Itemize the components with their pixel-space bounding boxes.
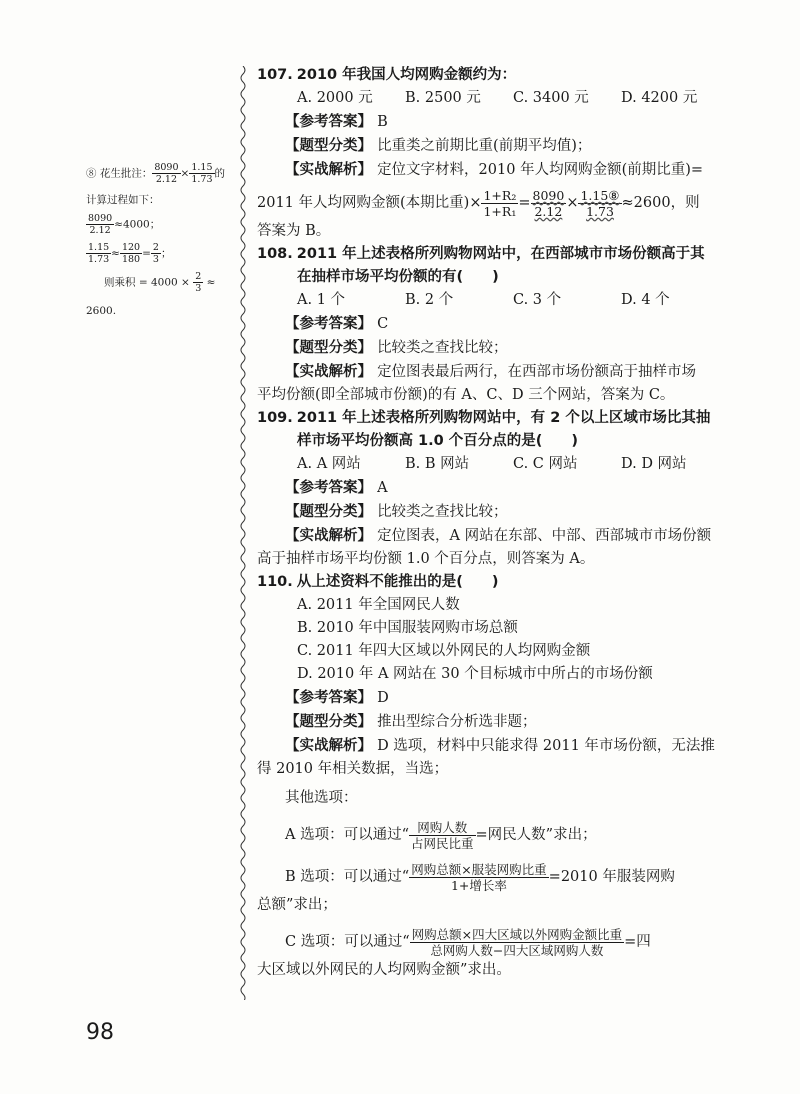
- analysis-row: [257, 524, 732, 548]
- question-number: 108.: [257, 246, 293, 262]
- explain-pre: A 选项：可以通过“: [285, 827, 409, 843]
- analysis-text: 定位图表，A 网站在东部、中部、西部城市市场份额: [377, 528, 712, 544]
- type-row: [257, 710, 732, 734]
- value-fraction: [531, 188, 567, 219]
- side-fraction: [86, 242, 111, 265]
- side-frac-num: 1.15: [191, 162, 213, 173]
- option-d: D. 2010 年 A 网站在 30 个目标城市中所占的市场份额: [297, 666, 653, 682]
- question-number: 107.: [257, 67, 293, 83]
- formula-post: ≈2600，则: [621, 195, 700, 211]
- analysis-text: D 选项，材料中只能求得 2011 年市场份额，无法推: [377, 738, 715, 754]
- question-text: 2010 年我国人均网购金额约为：: [296, 67, 517, 83]
- side-note-label: ⑧ 花生批注：: [86, 167, 153, 180]
- side-note-line2: 计算过程如下：: [86, 194, 160, 206]
- side-frac-den: 1.73: [88, 254, 110, 266]
- type-value: 比较类之查找比较；: [377, 504, 508, 520]
- side-times: ×: [180, 167, 190, 180]
- option-b: B. B 网站: [405, 456, 470, 472]
- main-content: [257, 64, 732, 982]
- ratio-fraction: [481, 188, 518, 219]
- option-b: B. 2 个: [405, 292, 454, 308]
- question-110-stem: [257, 571, 732, 594]
- option-a: A. 2011 年全国网民人数: [297, 597, 460, 613]
- option-c: C. 3 个: [513, 292, 562, 308]
- explain-cont: 总额”求出；: [257, 897, 337, 913]
- question-107-stem: [257, 64, 732, 87]
- side-frac-num: 120: [121, 242, 141, 254]
- explain-cont: 大区域以外网民的人均网购金额”求出。: [257, 962, 511, 978]
- option-d: D. D 网站: [621, 456, 687, 472]
- explain-num: 网购总额×四大区域以外网购金额比重: [411, 926, 623, 942]
- side-frac-num: 2: [195, 271, 202, 283]
- side-note: [86, 162, 236, 318]
- option-a: A. A 网站: [297, 456, 361, 472]
- question-text-cont: 样市场平均份额高 1.0 个百分点的是( ): [297, 433, 579, 449]
- side-frac-num: 8090: [154, 162, 179, 173]
- option-a-explain: [257, 818, 732, 852]
- side-note-line4: [86, 242, 236, 265]
- side-frac-den: 180: [121, 254, 141, 266]
- question-number: 109.: [257, 410, 293, 426]
- analysis-row: [257, 734, 732, 758]
- explain-den: 1+增长率: [450, 877, 507, 893]
- question-text-cont: 在抽样市场平均份额的有( ): [297, 269, 499, 285]
- analysis-text: 定位图表最后两行，在西部市场份额高于抽样市场: [377, 364, 697, 380]
- other-options-heading: 其他选项：: [285, 790, 358, 806]
- side-note-line3: [86, 213, 236, 236]
- explain-den: 占网民比重: [411, 835, 474, 851]
- type-tag: 【题型分类】: [285, 504, 372, 520]
- explain-den: 总网购人数−四大区域网购人数: [430, 942, 604, 958]
- side-frac-den: 2.12: [89, 225, 111, 237]
- answer-row: [257, 312, 732, 336]
- answer-tag: 【参考答案】: [285, 316, 372, 332]
- times-sign: ×: [566, 195, 579, 211]
- explain-fraction: [409, 862, 548, 893]
- side-note-line1: [86, 162, 236, 185]
- ratio-num: 1+R₂: [483, 187, 517, 203]
- explain-num: 网购人数: [409, 820, 476, 836]
- option-c: C. 3400 元: [513, 90, 589, 106]
- answer-tag: 【参考答案】: [285, 690, 372, 706]
- option-d: D. 4200 元: [621, 90, 698, 106]
- formula-pre: 2011 年人均网购金额(本期比重)×: [257, 195, 482, 211]
- option-c-explain: [257, 925, 732, 959]
- side-eq: =: [142, 247, 151, 260]
- answer-value: D: [377, 690, 389, 706]
- value-fraction: [578, 188, 621, 219]
- answer-tag: 【参考答案】: [285, 480, 372, 496]
- side-frac-den: 3: [152, 254, 159, 266]
- option-c: C. 2011 年四大区域以外网民的人均网购金额: [297, 643, 591, 659]
- side-line3-tail: ≈4000；: [114, 218, 161, 231]
- type-row: [257, 336, 732, 360]
- question-109-stem: [257, 407, 732, 430]
- analysis-text-cont: 平均份额(即全部城市份额)的有 A、C、D 三个网站，答案为 C。: [257, 387, 675, 403]
- side-frac-den: 2.12: [155, 174, 178, 185]
- option-c: C. C 网站: [513, 456, 578, 472]
- analysis-text-cont: 高于抽样市场平均份额 1.0 个百分点，则答案为 A。: [257, 551, 595, 567]
- type-value: 推出型综合分析选非题；: [377, 714, 537, 730]
- type-value: 比较类之查找比较；: [377, 340, 508, 356]
- side-frac-den: 1.73: [191, 174, 213, 185]
- explain-pre: C 选项：可以通过“: [285, 934, 410, 950]
- side-fraction: [189, 162, 214, 185]
- answer-row: [257, 476, 732, 500]
- answer-row: [257, 110, 732, 134]
- side-line5-tail: ≈: [206, 276, 216, 289]
- equals-sign: =: [518, 195, 531, 211]
- answer-value: C: [377, 316, 389, 332]
- option-d: D. 4 个: [621, 292, 670, 308]
- explain-num: 网购总额×服装网购比重: [411, 861, 547, 877]
- analysis-tag: 【实战解析】: [285, 364, 372, 380]
- wavy-divider: [236, 66, 250, 1000]
- explain-post: =四: [624, 934, 651, 950]
- page-number: 98: [86, 1020, 114, 1045]
- side-line4-tail: ；: [160, 247, 172, 260]
- question-109-options: [257, 453, 732, 476]
- analysis-tag: 【实战解析】: [285, 162, 372, 178]
- answer-value: A: [377, 480, 388, 496]
- explain-fraction: [409, 820, 476, 851]
- analysis-text-cont: 得 2010 年相关数据，当选；: [257, 761, 449, 777]
- side-frac-num: 8090: [88, 213, 113, 225]
- analysis-conclusion: 答案为 B。: [257, 223, 331, 239]
- type-tag: 【题型分类】: [285, 138, 372, 154]
- value-den: 2.12: [534, 203, 563, 219]
- side-fraction: [193, 271, 203, 294]
- question-108-stem: [257, 243, 732, 266]
- option-b-explain: [257, 860, 732, 894]
- question-text: 2011 年上述表格所列购物网站中，有 2 个以上区域市场比其抽: [296, 410, 711, 426]
- side-frac-num: 1.15: [88, 242, 110, 254]
- analysis-row: [257, 360, 732, 384]
- value-den: 1.73: [586, 203, 614, 219]
- type-tag: 【题型分类】: [285, 340, 372, 356]
- side-label-tail: 的: [214, 167, 225, 180]
- side-fraction: [152, 162, 180, 185]
- answer-row: [257, 686, 732, 710]
- side-note-line5: [86, 271, 236, 294]
- value-num: 8090: [532, 187, 565, 203]
- option-a: A. 1 个: [297, 292, 346, 308]
- side-line5-pre: 则乘积 = 4000 ×: [104, 276, 190, 289]
- type-row: [257, 500, 732, 524]
- answer-tag: 【参考答案】: [285, 114, 372, 130]
- side-fraction: [86, 213, 114, 236]
- question-number: 110.: [257, 574, 293, 590]
- side-fraction: [151, 242, 161, 265]
- side-approx: ≈: [111, 247, 120, 260]
- side-frac-num: 2: [152, 242, 159, 254]
- analysis-text: 定位文字材料，2010 年人均网购金额(前期比重)=: [377, 162, 704, 178]
- type-row: [257, 134, 732, 158]
- explain-post: =2010 年服装网购: [548, 869, 675, 885]
- side-note-line6: 2600.: [86, 305, 117, 318]
- analysis-formula-line: [257, 186, 732, 220]
- analysis-tag: 【实战解析】: [285, 528, 372, 544]
- ratio-den: 1+R₁: [483, 203, 517, 219]
- value-num: 1.15⑧: [580, 187, 620, 203]
- side-fraction: [120, 242, 142, 265]
- question-text: 从上述资料不能推出的是( ): [296, 574, 499, 590]
- question-text: 2011 年上述表格所列购物网站中，在西部城市市场份额高于其: [296, 246, 705, 262]
- question-107-options: [257, 87, 732, 110]
- type-tag: 【题型分类】: [285, 714, 372, 730]
- option-b: B. 2500 元: [405, 90, 481, 106]
- analysis-tag: 【实战解析】: [285, 738, 372, 754]
- answer-value: B: [377, 114, 388, 130]
- option-a: A. 2000 元: [297, 90, 373, 106]
- type-value: 比重类之前期比重(前期平均值)；: [377, 138, 592, 154]
- side-frac-den: 3: [195, 283, 202, 295]
- question-108-options: [257, 289, 732, 312]
- explain-fraction: [410, 927, 624, 958]
- analysis-row: [257, 158, 732, 182]
- option-b: B. 2010 年中国服装网购市场总额: [297, 620, 518, 636]
- explain-post: =网民人数”求出；: [475, 827, 597, 843]
- explain-pre: B 选项：可以通过“: [285, 869, 410, 885]
